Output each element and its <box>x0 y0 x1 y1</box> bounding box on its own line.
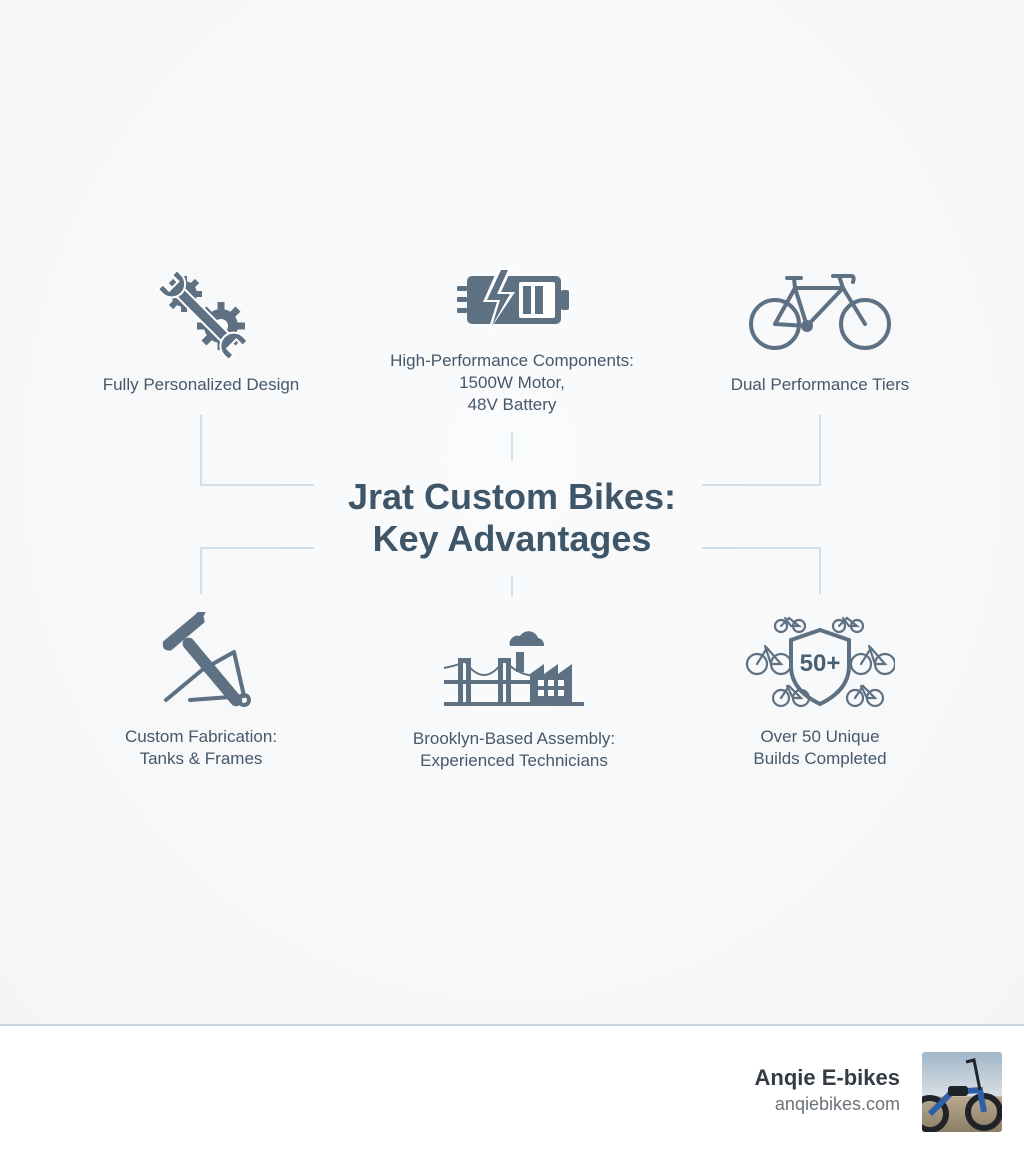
connector-top-right <box>702 415 820 485</box>
footer-divider <box>0 1024 1024 1026</box>
advantage-personalized-design <box>80 262 322 396</box>
label-line: Custom Fabrication: <box>124 727 278 746</box>
connector-bottom-right <box>702 548 820 594</box>
mini-bike-icon <box>773 686 809 706</box>
title-line-2: Key Advantages <box>372 518 652 559</box>
mini-bike-icon <box>833 618 863 632</box>
footer-brand <box>755 1064 900 1116</box>
bicycle-icon <box>747 270 893 354</box>
connector-top-left <box>201 415 314 485</box>
title-line-1: Jrat Custom Bikes: <box>347 476 677 517</box>
advantage-brooklyn-assembly <box>392 624 636 772</box>
brand-name: Anqie E-bikes <box>754 1065 900 1090</box>
connector-bottom-left <box>201 548 314 594</box>
label-line: Builds Completed <box>753 749 887 768</box>
shield-badge: 50+ <box>799 650 841 677</box>
bridge-factory-icon <box>444 624 584 710</box>
advantage-high-performance <box>362 262 662 416</box>
advantage-dual-tiers <box>708 270 932 396</box>
label-line: Fully Personalized Design <box>102 375 300 394</box>
label-line: High-Performance Components: <box>390 351 634 370</box>
label-line: Experienced Technicians <box>420 751 608 770</box>
label-line: Tanks & Frames <box>139 749 263 768</box>
advantage-unique-builds <box>720 608 920 770</box>
label-line: 1500W Motor, <box>459 373 565 392</box>
battery-lightning-icon <box>447 262 577 338</box>
ebike-photo-thumbnail <box>922 1052 1002 1132</box>
hammer-frame-icon <box>146 612 256 712</box>
wrench-gears-icon <box>146 262 256 362</box>
label-line: 48V Battery <box>467 395 557 414</box>
label-line: Over 50 Unique <box>760 727 880 746</box>
mini-bike-icon <box>847 686 883 706</box>
page-title <box>312 476 712 560</box>
label-line: Dual Performance Tiers <box>730 375 910 394</box>
brand-url[interactable]: anqiebikes.com <box>774 1094 900 1114</box>
advantage-custom-fabrication <box>96 612 306 770</box>
label-line: Brooklyn-Based Assembly: <box>412 729 616 748</box>
mini-bike-icon <box>775 618 805 632</box>
